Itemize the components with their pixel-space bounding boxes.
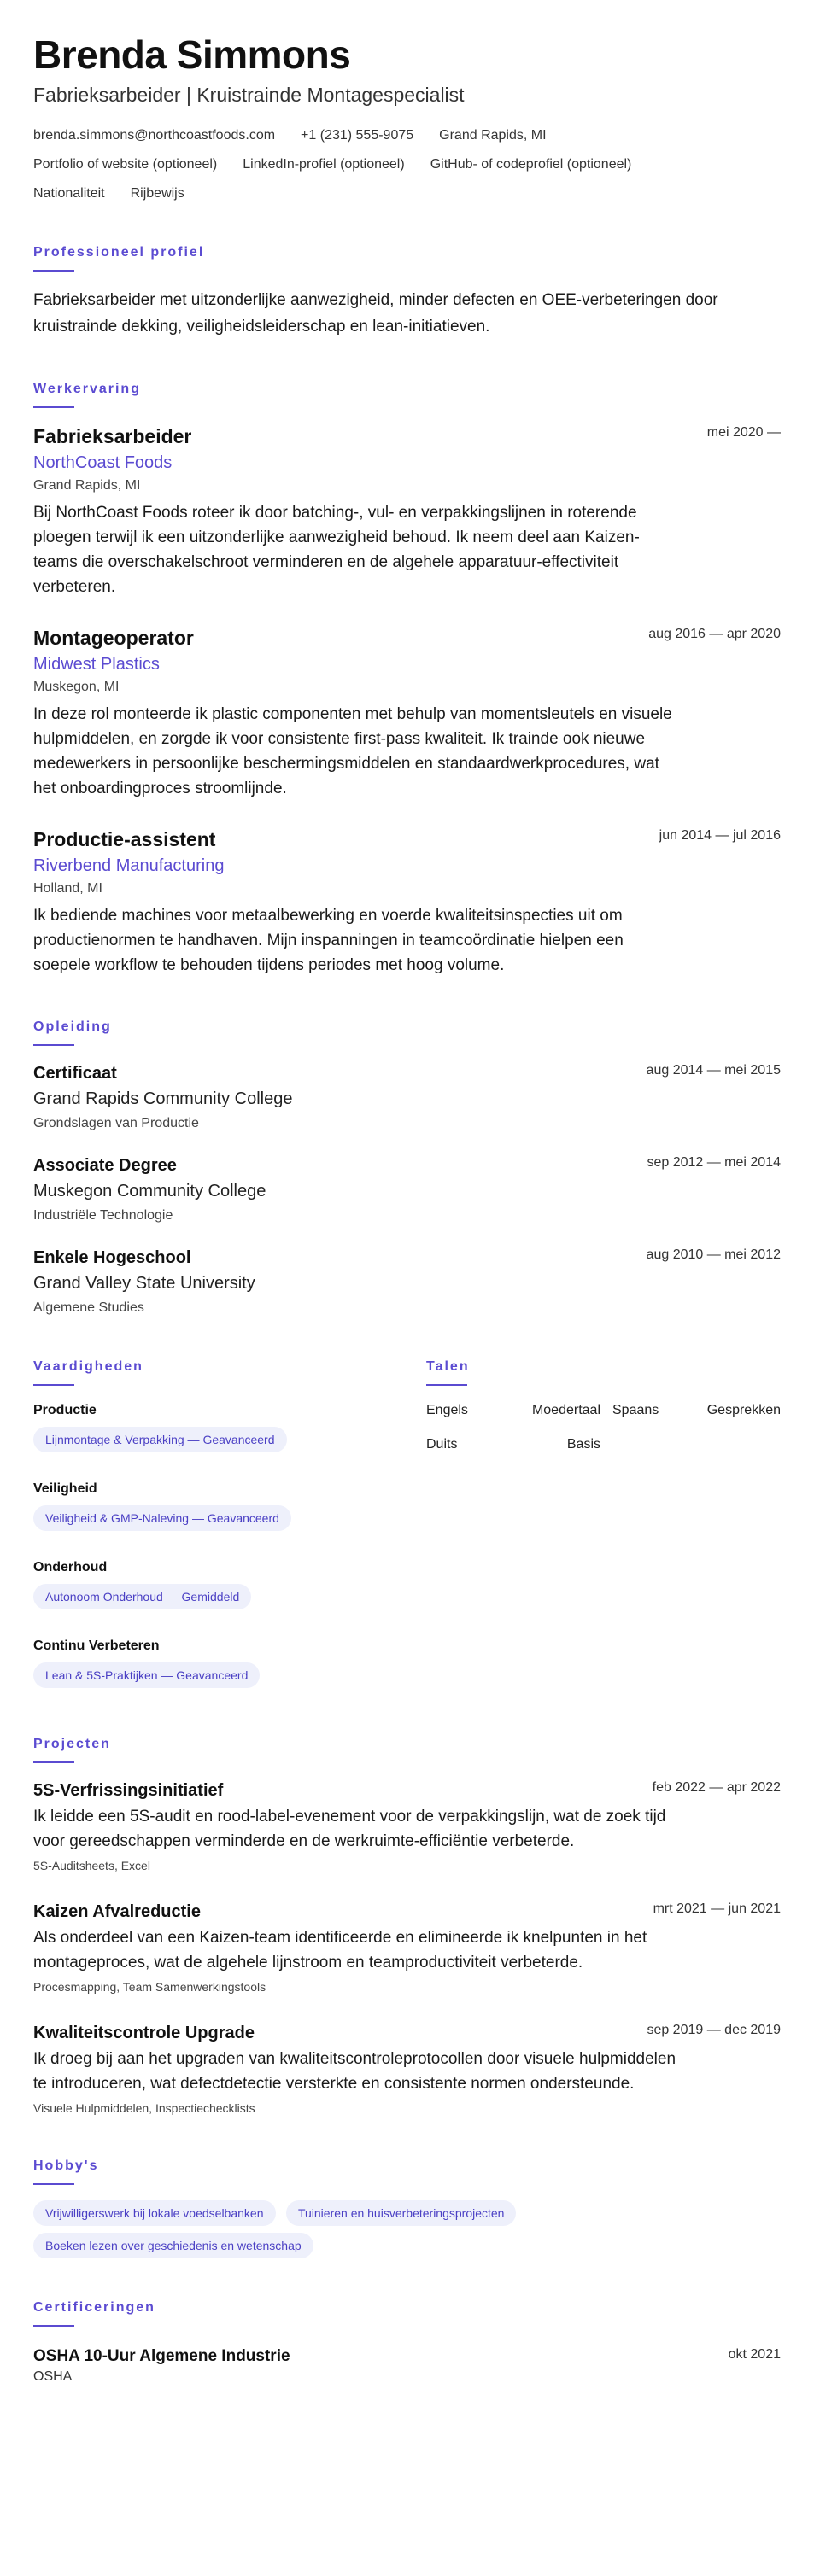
company-name: Midwest Plastics — [33, 655, 160, 674]
profile-links — [33, 155, 781, 174]
education-field: Algemene Studies — [33, 1300, 144, 1315]
section-title-certifications: Certificeringen — [33, 2300, 155, 2315]
project-title: Kwaliteitscontrole Upgrade — [33, 2024, 255, 2042]
job-location: Grand Rapids, MI — [33, 478, 141, 493]
contact-info — [33, 126, 781, 145]
section-title-skills: Vaardigheden — [33, 1359, 143, 1374]
section-divider — [33, 1384, 74, 1386]
skill-pill: Lean & 5S-Praktijken — Geavanceerd — [33, 1662, 260, 1688]
section-title-projects: Projecten — [33, 1737, 111, 1751]
skills-section — [33, 1358, 426, 1695]
personal-details — [33, 184, 781, 203]
language-name: Spaans — [612, 1403, 659, 1417]
certification-issuer: OSHA — [33, 2369, 73, 2384]
hobby-pill: Tuinieren en huisverbeteringsprojecten — [286, 2200, 517, 2226]
linkedin-link[interactable]: LinkedIn-profiel (optioneel) — [243, 157, 405, 172]
section-title-experience: Werkervaring — [33, 382, 141, 396]
education-field: Grondslagen van Productie — [33, 1116, 199, 1130]
section-title-hobbies: Hobby's — [33, 2158, 99, 2173]
skill-pill: Lijnmontage & Verpakking — Geavanceerd — [33, 1427, 287, 1452]
company-name: Riverbend Manufacturing — [33, 856, 225, 875]
section-divider — [33, 1044, 74, 1046]
education-section — [33, 1019, 781, 1317]
education-entry — [33, 1246, 781, 1317]
hobby-pill: Boeken lezen over geschiedenis en wetenschap — [33, 2233, 313, 2258]
job-location: Holland, MI — [33, 881, 102, 896]
skill-group — [33, 1637, 426, 1695]
section-divider — [426, 1384, 467, 1386]
skill-group — [33, 1558, 426, 1616]
section-divider — [33, 270, 74, 272]
project-tools: Visuele Hulpmiddelen, Inspectiechecklists — [33, 2101, 255, 2115]
project-date: mrt 2021 — jun 2021 — [653, 1901, 781, 1916]
github-link[interactable]: GitHub- of codeprofiel (optioneel) — [430, 157, 632, 172]
skill-group — [33, 1480, 426, 1538]
license-text: Rijbewijs — [130, 186, 184, 201]
project-date: feb 2022 — apr 2022 — [652, 1780, 781, 1795]
education-field: Industriële Technologie — [33, 1208, 173, 1223]
certifications-section — [33, 2299, 781, 2386]
section-title-summary: Professioneel profiel — [33, 245, 205, 260]
language-level: Basis — [566, 1437, 600, 1452]
hobby-pill: Vrijwilligerswerk bij lokale voedselbanken — [33, 2200, 276, 2226]
section-title-languages: Talen — [426, 1359, 470, 1374]
education-entry — [33, 1154, 781, 1225]
section-divider — [33, 1761, 74, 1763]
language-level: Gesprekken — [706, 1403, 781, 1417]
education-date: sep 2012 — mei 2014 — [647, 1155, 781, 1170]
portfolio-link[interactable]: Portfolio of website (optioneel) — [33, 157, 218, 172]
skill-category: Veiligheid — [33, 1481, 97, 1496]
education-school: Grand Rapids Community College — [33, 1089, 293, 1108]
section-title-education: Opleiding — [33, 1019, 112, 1034]
project-entry — [33, 2021, 781, 2117]
education-degree: Associate Degree — [33, 1156, 177, 1175]
project-title: 5S-Verfrissingsinitiatief — [33, 1781, 224, 1800]
section-divider — [33, 406, 74, 408]
skill-pill: Autonoom Onderhoud — Gemiddeld — [33, 1584, 251, 1609]
education-school: Grand Valley State University — [33, 1274, 255, 1293]
location-text: Grand Rapids, MI — [439, 128, 547, 143]
project-entry — [33, 1779, 781, 1874]
language-name: Duits — [426, 1437, 458, 1452]
education-entry — [33, 1061, 781, 1133]
education-degree: Enkele Hogeschool — [33, 1248, 191, 1267]
job-description: Bij NorthCoast Foods roteer ik door batching-, vul- en verpakkingslijnen in roterende ploegen terwijl ik een uitzonderlijke aanwezigheid behoud. Ik neem deel aan Kaizen-teams die overschakelschroot verminderen en de algehele apparatuur-effectiviteit verbeteren. — [33, 504, 640, 596]
certification-name: OSHA 10-Uur Algemene Industrie — [33, 2347, 290, 2365]
project-tools: 5S-Auditsheets, Excel — [33, 1859, 150, 1872]
project-tools: Procesmapping, Team Samenwerkingstools — [33, 1980, 266, 1994]
job-title: Montageoperator — [33, 627, 194, 649]
certification-date: okt 2021 — [728, 2347, 781, 2362]
language-name: Engels — [426, 1403, 468, 1417]
hobbies-section — [33, 2158, 781, 2265]
experience-date: jun 2014 — jul 2016 — [659, 828, 781, 843]
experience-date: mei 2020 — — [706, 425, 781, 440]
phone-number[interactable]: +1 (231) 555-9075 — [301, 128, 414, 143]
summary-section — [33, 244, 781, 340]
summary-text: Fabrieksarbeider met uitzonderlijke aanwezigheid, minder defecten en OEE-verbeteringen door kruistrainde dekking, veiligheidsleiderschap en lean-initiatieven. — [33, 291, 718, 336]
skills-languages-row — [33, 1358, 781, 1695]
education-date: aug 2010 — mei 2012 — [646, 1247, 781, 1262]
candidate-headline: Fabrieksarbeider | Kruistrainde Montagespecialist — [33, 84, 465, 106]
skill-pill: Veiligheid & GMP-Naleving — Geavanceerd — [33, 1505, 291, 1531]
certification-entry — [33, 2345, 781, 2386]
project-title: Kaizen Afvalreductie — [33, 1902, 201, 1921]
skill-category: Onderhoud — [33, 1560, 108, 1574]
job-title: Fabrieksarbeider — [33, 425, 192, 447]
job-description: In deze rol monteerde ik plastic componenten met behulp van momentsleutels en visuele hulpmiddelen, en zorgde ik voor consistente first-pass kwaliteit. Ik trainde ook nieuwe medewerkers in persoonlijke beschermingsmiddelen en standaardwerkprocedures, wat het onboardingproces stroomlijnde. — [33, 705, 672, 797]
resume-header — [33, 32, 781, 203]
experience-date: aug 2016 — apr 2020 — [648, 627, 781, 641]
project-entry — [33, 1900, 781, 1995]
education-date: aug 2014 — mei 2015 — [646, 1063, 781, 1078]
project-description: Ik leidde een 5S-audit en rood-label-evenement voor de verpakkingslijn, wat de zoek tijd voor gereedschappen verminderde en de werkruimte-efficiëntie verbeterde. — [33, 1808, 666, 1850]
section-divider — [33, 2183, 74, 2185]
candidate-name: Brenda Simmons — [33, 32, 351, 77]
experience-entry — [33, 625, 781, 801]
language-level: Moedertaal — [531, 1403, 600, 1417]
project-description: Ik droeg bij aan het upgraden van kwaliteitscontroleprotocollen door visuele hulpmiddelen te introduceren, wat defectdetectie versterkte en consistente normen ondersteunde. — [33, 2050, 676, 2093]
nationality-text: Nationaliteit — [33, 186, 105, 201]
project-description: Als onderdeel van een Kaizen-team identificeerde en elimineerde ik knelpunten in het montageproces, wat de algehele lijnstroom en teamproductiviteit verbeterde. — [33, 1929, 647, 1971]
languages-section — [426, 1358, 781, 1695]
language-list — [426, 1401, 781, 1454]
skill-category: Continu Verbeteren — [33, 1638, 160, 1653]
job-description: Ik bediende machines voor metaalbewerking en voerde kwaliteitsinspecties uit om productienormen te handhaven. Mijn inspanningen in teamcoördinatie hielpen een soepele workflow te behouden tijdens periodes met hoog volume. — [33, 907, 624, 974]
section-divider — [33, 2325, 74, 2327]
skill-category: Productie — [33, 1403, 97, 1417]
job-title: Productie-assistent — [33, 828, 216, 850]
projects-section — [33, 1736, 781, 2117]
education-degree: Certificaat — [33, 1064, 117, 1083]
job-location: Muskegon, MI — [33, 680, 120, 694]
experience-section — [33, 381, 781, 978]
skill-group — [33, 1401, 426, 1459]
email-link[interactable]: brenda.simmons@northcoastfoods.com — [33, 128, 276, 143]
project-date: sep 2019 — dec 2019 — [647, 2023, 781, 2037]
hobby-list — [33, 2200, 631, 2265]
experience-entry — [33, 423, 781, 599]
company-name: NorthCoast Foods — [33, 453, 173, 472]
education-school: Muskegon Community College — [33, 1182, 266, 1200]
experience-entry — [33, 827, 781, 978]
